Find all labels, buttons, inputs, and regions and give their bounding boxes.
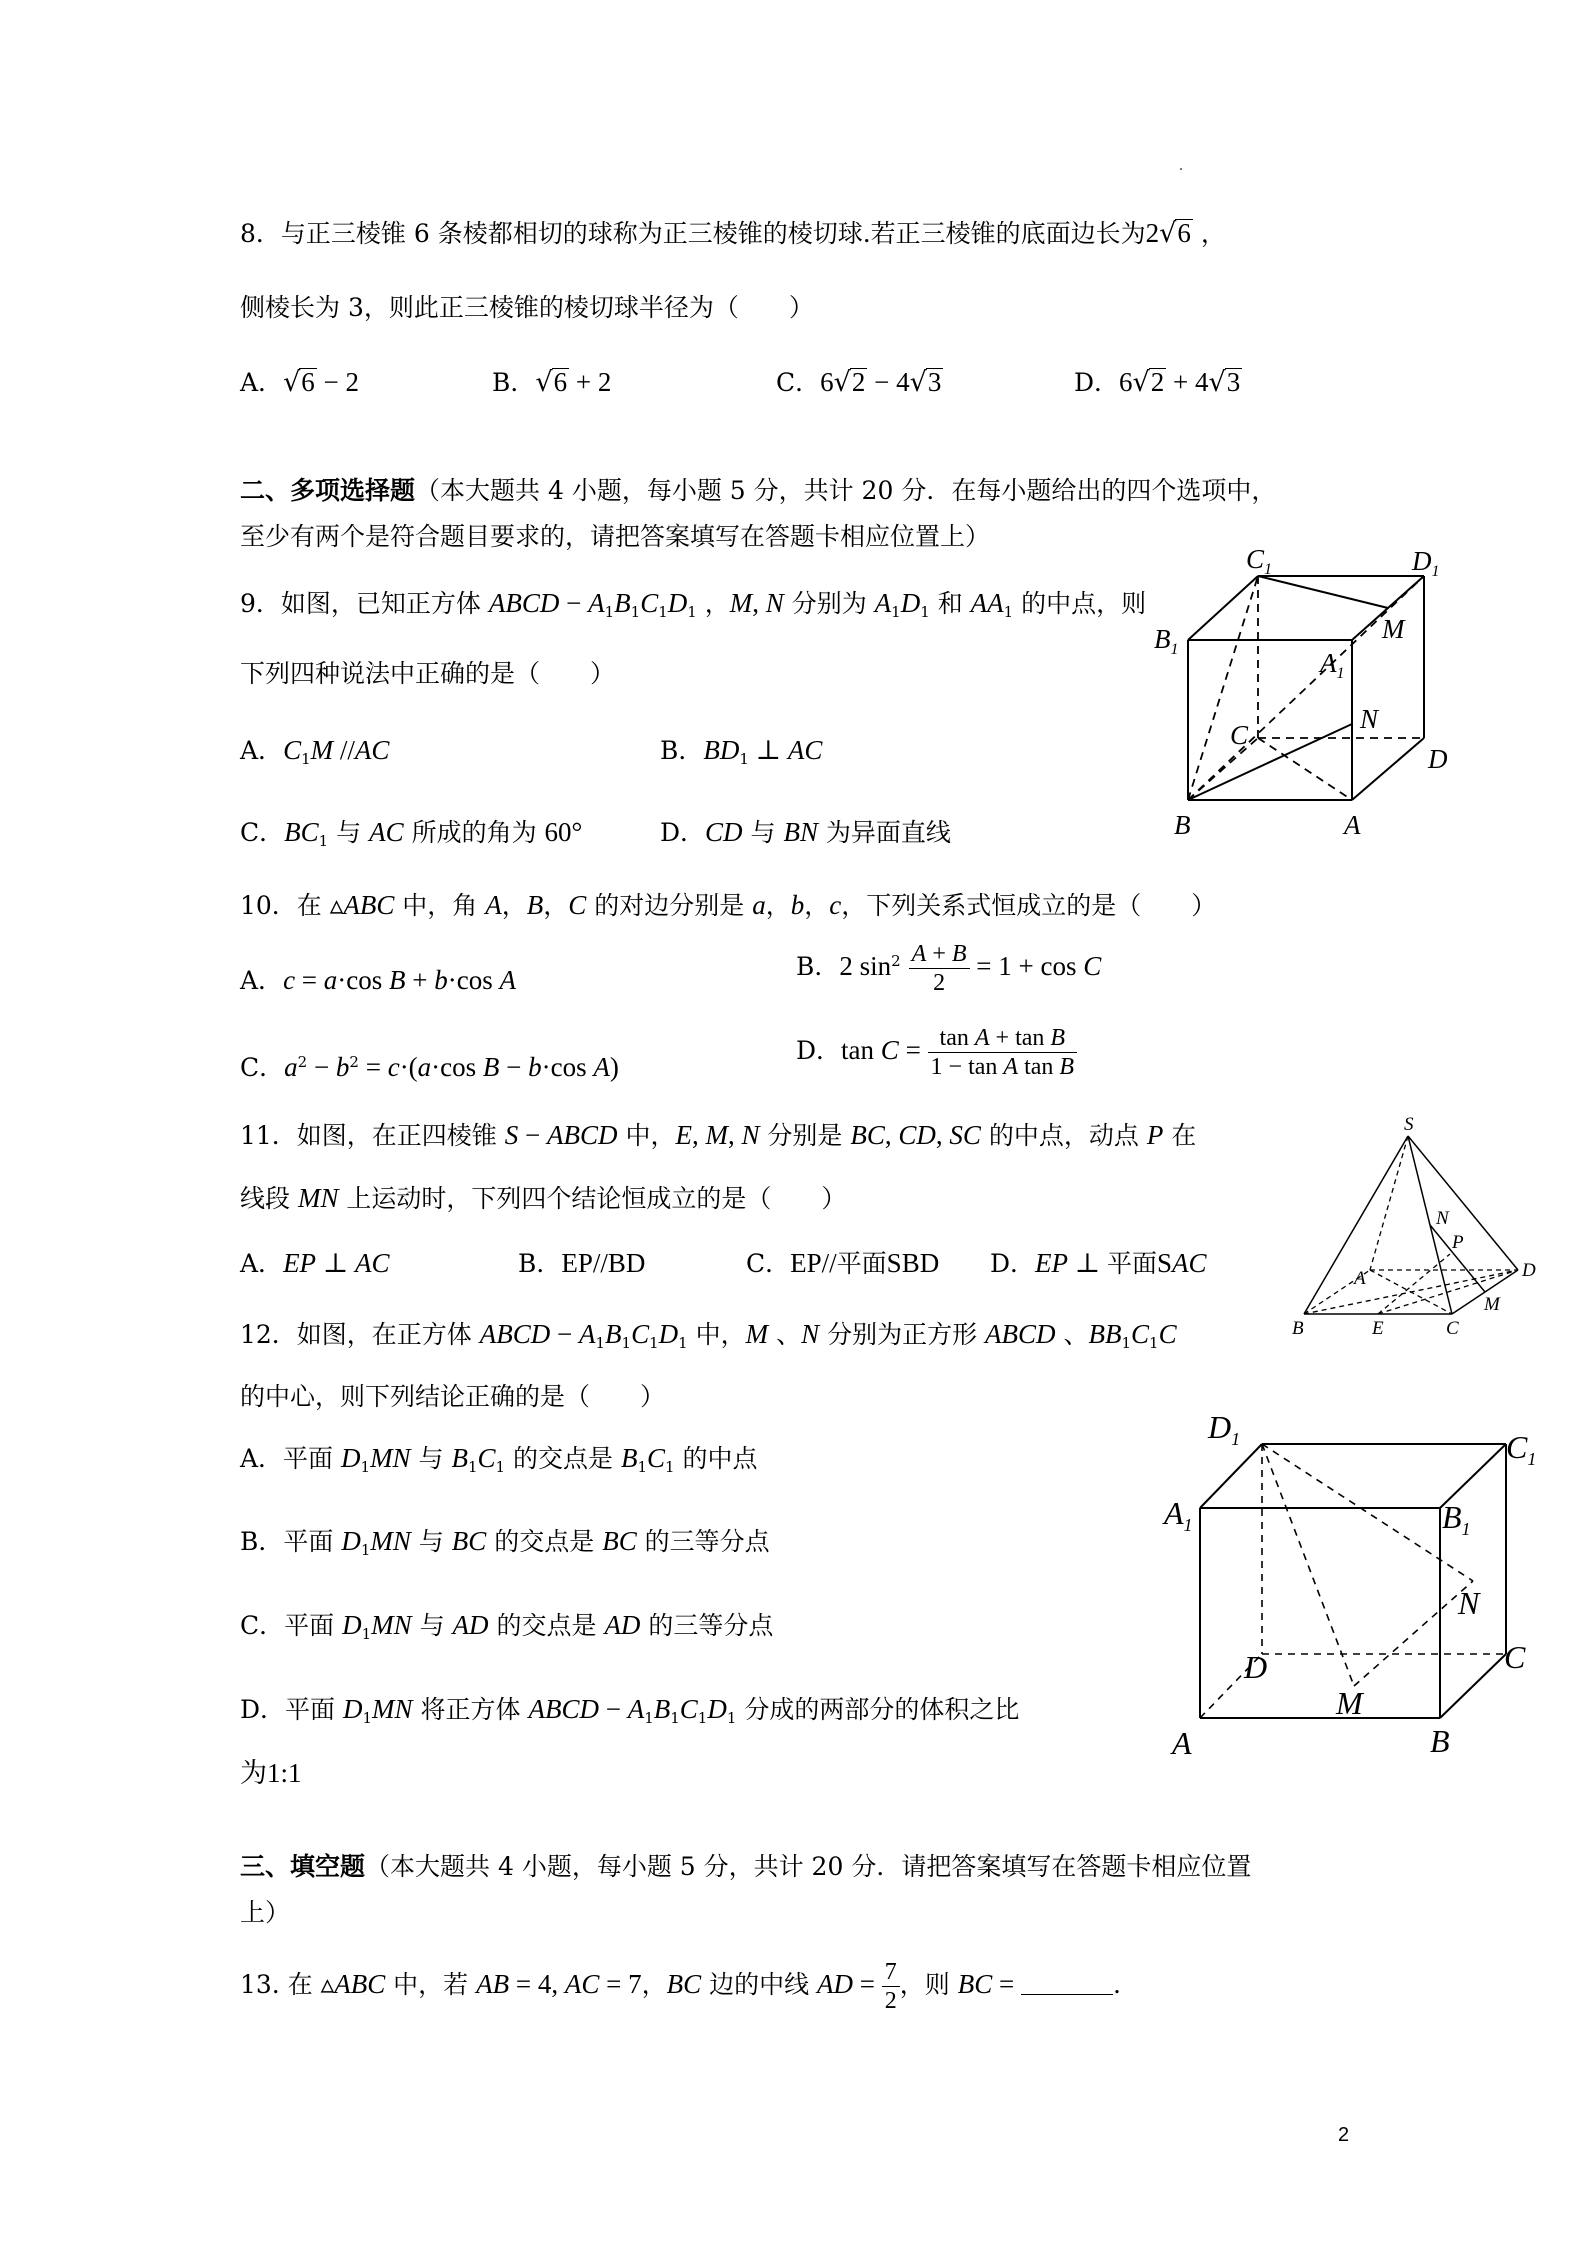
q10-option-c: C．$a^2 - b^2 = c\cdot(a\cdot\cos$ B − b·cos A) bbox=[240, 1052, 619, 1082]
q12-option-b: B．平面 $D_1MN$ 与 BC 的交点是 BC 的三等分点 bbox=[240, 1526, 770, 1559]
q9-label-b1: $B_1$ bbox=[1154, 624, 1179, 658]
q12-label-b1: $B_1$ bbox=[1442, 1499, 1471, 1539]
section3-heading-line2: 上） bbox=[240, 1898, 291, 1927]
q9-option-c: C．$BC_1$ 与 AC 所成的角为 60° bbox=[240, 817, 583, 850]
q9-label-m: M bbox=[1382, 614, 1405, 644]
q11-stem-line2: 线段 MN 上运动时，下列四个结论恒成立的是（ ） bbox=[240, 1183, 847, 1213]
q9-label-b: B bbox=[1174, 810, 1191, 840]
section2-heading-line2: 至少有两个是符合题目要求的，请把答案填写在答题卡相应位置上） bbox=[240, 522, 991, 551]
q8-option-b: B．√6 + 2 bbox=[492, 367, 612, 398]
q8-option-d: D．6√2 + 4√3 bbox=[1074, 367, 1241, 398]
q11-label-s: S bbox=[1404, 1114, 1414, 1135]
q12-label-a1: $A_1$ bbox=[1164, 1495, 1193, 1535]
q10-option-a: A．c = a·cos B + b·cos A bbox=[240, 965, 516, 995]
q11-label-e: E bbox=[1372, 1318, 1384, 1339]
q12-option-d: D．平面 $D_1MN$ 将正方体 ABCD − $A_1B_1C_1D_1$ 分成的两部分的体积之比 bbox=[240, 1694, 1020, 1727]
q12-label-c1: $C_1$ bbox=[1506, 1429, 1537, 1469]
q9-stem-line1: 9．如图，已知正方体 ABCD − $A_1B_1C_1D_1$ ，M, N 分别为 $A_1D_1$ 和 $AA_1$ 的中点，则 bbox=[240, 588, 1147, 621]
q12-stem-line1: 12．如图，在正方体 ABCD − $A_1B_1C_1D_1$ 中，M 、N 分别为正方形 ABCD 、$BB_1C_1C$ bbox=[240, 1319, 1177, 1352]
q10-option-d: D．tan C = $\frac{\text{tan A + tan B}}{\text{1 − tan A tan B}}$ bbox=[796, 1024, 1077, 1081]
q12-label-d: D bbox=[1244, 1649, 1268, 1685]
q9-label-d: D bbox=[1428, 744, 1448, 774]
q8-stem-line2: 侧棱长为 3，则此正三棱锥的棱切球半径为（ ） bbox=[240, 293, 814, 322]
q12-option-d-cont: 为1:1 bbox=[240, 1758, 302, 1788]
q8-option-a: A．√6 − 2 bbox=[240, 367, 360, 398]
q9-cube-figure bbox=[1150, 544, 1450, 848]
q11-label-c: C bbox=[1446, 1318, 1459, 1339]
q11-option-b: B．EP//BD bbox=[518, 1248, 646, 1278]
q12-label-n: N bbox=[1458, 1585, 1480, 1621]
q9-option-a: A．$C_1M$ //AC bbox=[240, 735, 390, 768]
q10-stem: 10．在 ▵ABC 中，角 A，B，C 的对边分别是 a，b，c，下列关系式恒成立的是（ ） bbox=[240, 890, 1217, 920]
q9-stem-line2: 下列四种说法中正确的是（ ） bbox=[240, 659, 616, 688]
q11-label-b: B bbox=[1292, 1318, 1304, 1339]
q11-option-c: C．EP//平面SBD bbox=[746, 1248, 940, 1278]
q10-option-b: B．2 $\sin^2$ $\frac{A + B}{2}$ = 1 + cos C bbox=[796, 941, 1102, 996]
section3-heading-line1: 三、填空题（本大题共 4 小题，每小题 5 分，共计 20 分．请把答案填写在答题卡相应位置 bbox=[240, 1852, 1252, 1881]
q9-option-d: D．CD 与 BN 为异面直线 bbox=[660, 817, 951, 847]
q12-label-b: B bbox=[1430, 1723, 1450, 1759]
q12-option-a: A．平面 $D_1MN$ 与 $B_1C_1$ 的交点是 $B_1C_1$ 的中点 bbox=[240, 1443, 758, 1476]
q11-label-m: M bbox=[1484, 1294, 1500, 1315]
q13-stem: 13. 在 ▵ABC 中，若 AB = 4, AC = 7，BC 边的中线 AD = $\frac{7}{2}$ ，则 BC = . bbox=[240, 1959, 1121, 2014]
q9-label-a1: $A_1$ bbox=[1320, 648, 1345, 682]
q8-stem-line1: 8．与正三棱锥 6 条棱都相切的球称为正三棱锥的棱切球.若正三棱锥的底面边长为2√6 ， bbox=[240, 218, 1226, 249]
q11-label-a: A bbox=[1354, 1268, 1366, 1289]
q8-option-c: C．6√2 − 4√3 bbox=[776, 367, 942, 398]
section2-heading-line1: 二、多项选择题（本大题共 4 小题，每小题 5 分，共计 20 分．在每小题给出的四个选项中， bbox=[240, 476, 1277, 505]
q9-label-n: N bbox=[1360, 704, 1379, 734]
q11-label-n: N bbox=[1436, 1208, 1449, 1229]
q11-stem-line1: 11．如图，在正四棱锥 S − ABCD 中，E, M, N 分别是 BC, CD, SC 的中点，动点 P 在 bbox=[240, 1120, 1197, 1150]
q12-option-c: C．平面 $D_1MN$ 与 AD 的交点是 AD 的三等分点 bbox=[240, 1610, 774, 1643]
q9-label-a: A bbox=[1344, 810, 1361, 840]
q9-option-b: B．$BD_1$ ⊥ AC bbox=[660, 735, 823, 768]
q12-label-m: M bbox=[1336, 1685, 1363, 1721]
q11-option-d: D．EP ⊥ 平面SAC bbox=[990, 1248, 1207, 1278]
q12-label-d1: $D_1$ bbox=[1208, 1409, 1241, 1449]
q11-label-p: P bbox=[1452, 1232, 1464, 1253]
page-number: 2 bbox=[1338, 2124, 1350, 2146]
scan-speck bbox=[1180, 168, 1182, 170]
q11-option-a: A．EP ⊥ AC bbox=[240, 1248, 390, 1278]
q11-label-d: D bbox=[1522, 1260, 1536, 1281]
q9-label-c1: $C_1$ bbox=[1246, 544, 1273, 578]
q12-label-a: A bbox=[1172, 1725, 1192, 1761]
q12-cube-figure bbox=[1160, 1409, 1560, 1768]
q13-answer-blank[interactable] bbox=[1021, 1970, 1113, 1995]
q9-label-c: C bbox=[1230, 720, 1249, 750]
q11-pyramid-figure bbox=[1290, 1112, 1540, 1342]
q12-stem-line2: 的中心，则下列结论正确的是（ ） bbox=[240, 1382, 666, 1411]
q9-label-d1: $D_1$ bbox=[1412, 546, 1440, 580]
q12-label-c: C bbox=[1504, 1639, 1526, 1675]
